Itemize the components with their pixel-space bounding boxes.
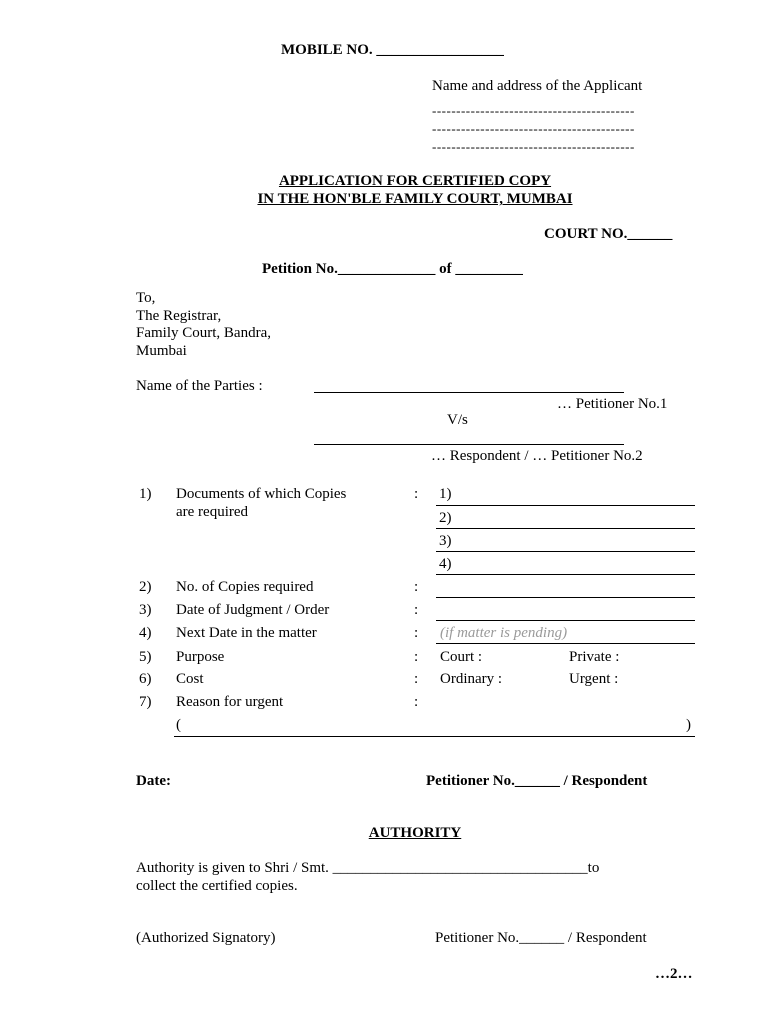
item-5-colon: : (414, 649, 419, 665)
doc-3-number: 3) (439, 533, 452, 549)
item-1-label-cont: are required (176, 504, 249, 520)
item-5-number: 5) (139, 649, 152, 665)
page-continuation-marker: …2… (655, 966, 693, 982)
item-4-number: 4) (139, 625, 152, 641)
doc-2-line[interactable] (436, 528, 695, 529)
petition-blank: _____________ (337, 261, 436, 277)
item-7-label: Reason for urgent (176, 694, 284, 710)
respondent-label: … Respondent / … Petitioner No.2 (431, 448, 643, 464)
doc-4-number: 4) (439, 556, 452, 572)
reason-paren-close: ) (686, 717, 691, 733)
addressee-line-2: Family Court, Bandra, (136, 325, 271, 341)
item-7-colon: : (414, 694, 419, 710)
petitioner-name-line[interactable] (314, 392, 624, 393)
item-4-label: Next Date in the matter (176, 625, 317, 641)
doc-3-line[interactable] (436, 551, 695, 552)
applicant-line-1: ------------------------------------------ (432, 103, 635, 118)
versus: V/s (447, 412, 468, 428)
respondent-name-line[interactable] (314, 444, 624, 445)
item-3-number: 3) (139, 602, 152, 618)
doc-1-number: 1) (439, 486, 452, 502)
item-2-label: No. of Copies required (176, 579, 314, 595)
copies-line[interactable] (436, 597, 695, 598)
petitioner-respondent-signoff: Petitioner No.______ / Respondent (426, 773, 648, 789)
addressee-line-3: Mumbai (136, 343, 187, 359)
addressee-line-1: The Registrar, (136, 308, 222, 324)
judgment-date-line[interactable] (436, 620, 695, 621)
court-no: COURT NO.______ (544, 226, 673, 242)
reason-line[interactable] (174, 736, 695, 737)
item-6-colon: : (414, 671, 419, 687)
title-line-1: APPLICATION FOR CERTIFIED COPY (278, 173, 552, 189)
item-4-colon: : (414, 625, 419, 641)
authorized-signatory: (Authorized Signatory) (136, 930, 276, 946)
authority-petitioner: Petitioner No.______ / Respondent (435, 930, 647, 946)
item-5-label: Purpose (176, 649, 225, 665)
doc-2-number: 2) (439, 510, 452, 526)
item-7-number: 7) (139, 694, 152, 710)
item-1-colon: : (414, 486, 419, 502)
authority-line-1: Authority is given to Shri / Smt. __________________________________to (136, 860, 600, 876)
item-3-label: Date of Judgment / Order (176, 602, 330, 618)
petition-label: Petition No. (262, 261, 338, 277)
doc-1-line[interactable] (436, 505, 695, 506)
petitioner-no1: … Petitioner No.1 (557, 396, 668, 412)
petition-of: of (435, 261, 456, 277)
purpose-court: Court : (440, 649, 483, 665)
item-1-number: 1) (139, 486, 152, 502)
doc-4-line[interactable] (436, 574, 695, 575)
item-6-number: 6) (139, 671, 152, 687)
petition-number-line (262, 261, 523, 278)
applicant-line-3: ------------------------------------------ (432, 139, 635, 154)
item-2-number: 2) (139, 579, 152, 595)
authority-line-2: collect the certified copies. (136, 878, 298, 894)
item-2-colon: : (414, 579, 419, 595)
mobile-no-label: MOBILE NO. _________________ (281, 42, 504, 58)
authority-heading: AUTHORITY (368, 825, 462, 841)
parties-label: Name of the Parties : (136, 378, 263, 394)
date-label: Date: (136, 773, 171, 789)
applicant-line-2: ------------------------------------------ (432, 121, 635, 136)
reason-paren-open: ( (176, 717, 181, 733)
next-date-line[interactable] (436, 643, 695, 644)
cost-ordinary: Ordinary : (440, 671, 503, 687)
addressee-to: To, (136, 290, 156, 306)
item-1-label: Documents of which Copies (176, 486, 347, 502)
petition-year-blank: _________ (455, 261, 523, 277)
cost-urgent: Urgent : (569, 671, 619, 687)
item-6-label: Cost (176, 671, 204, 687)
title-line-2: IN THE HON'BLE FAMILY COURT, MUMBAI (257, 191, 573, 207)
item-3-colon: : (414, 602, 419, 618)
purpose-private: Private : (569, 649, 620, 665)
applicant-label: Name and address of the Applicant (432, 78, 643, 94)
next-date-hint: (if matter is pending) (440, 625, 568, 641)
